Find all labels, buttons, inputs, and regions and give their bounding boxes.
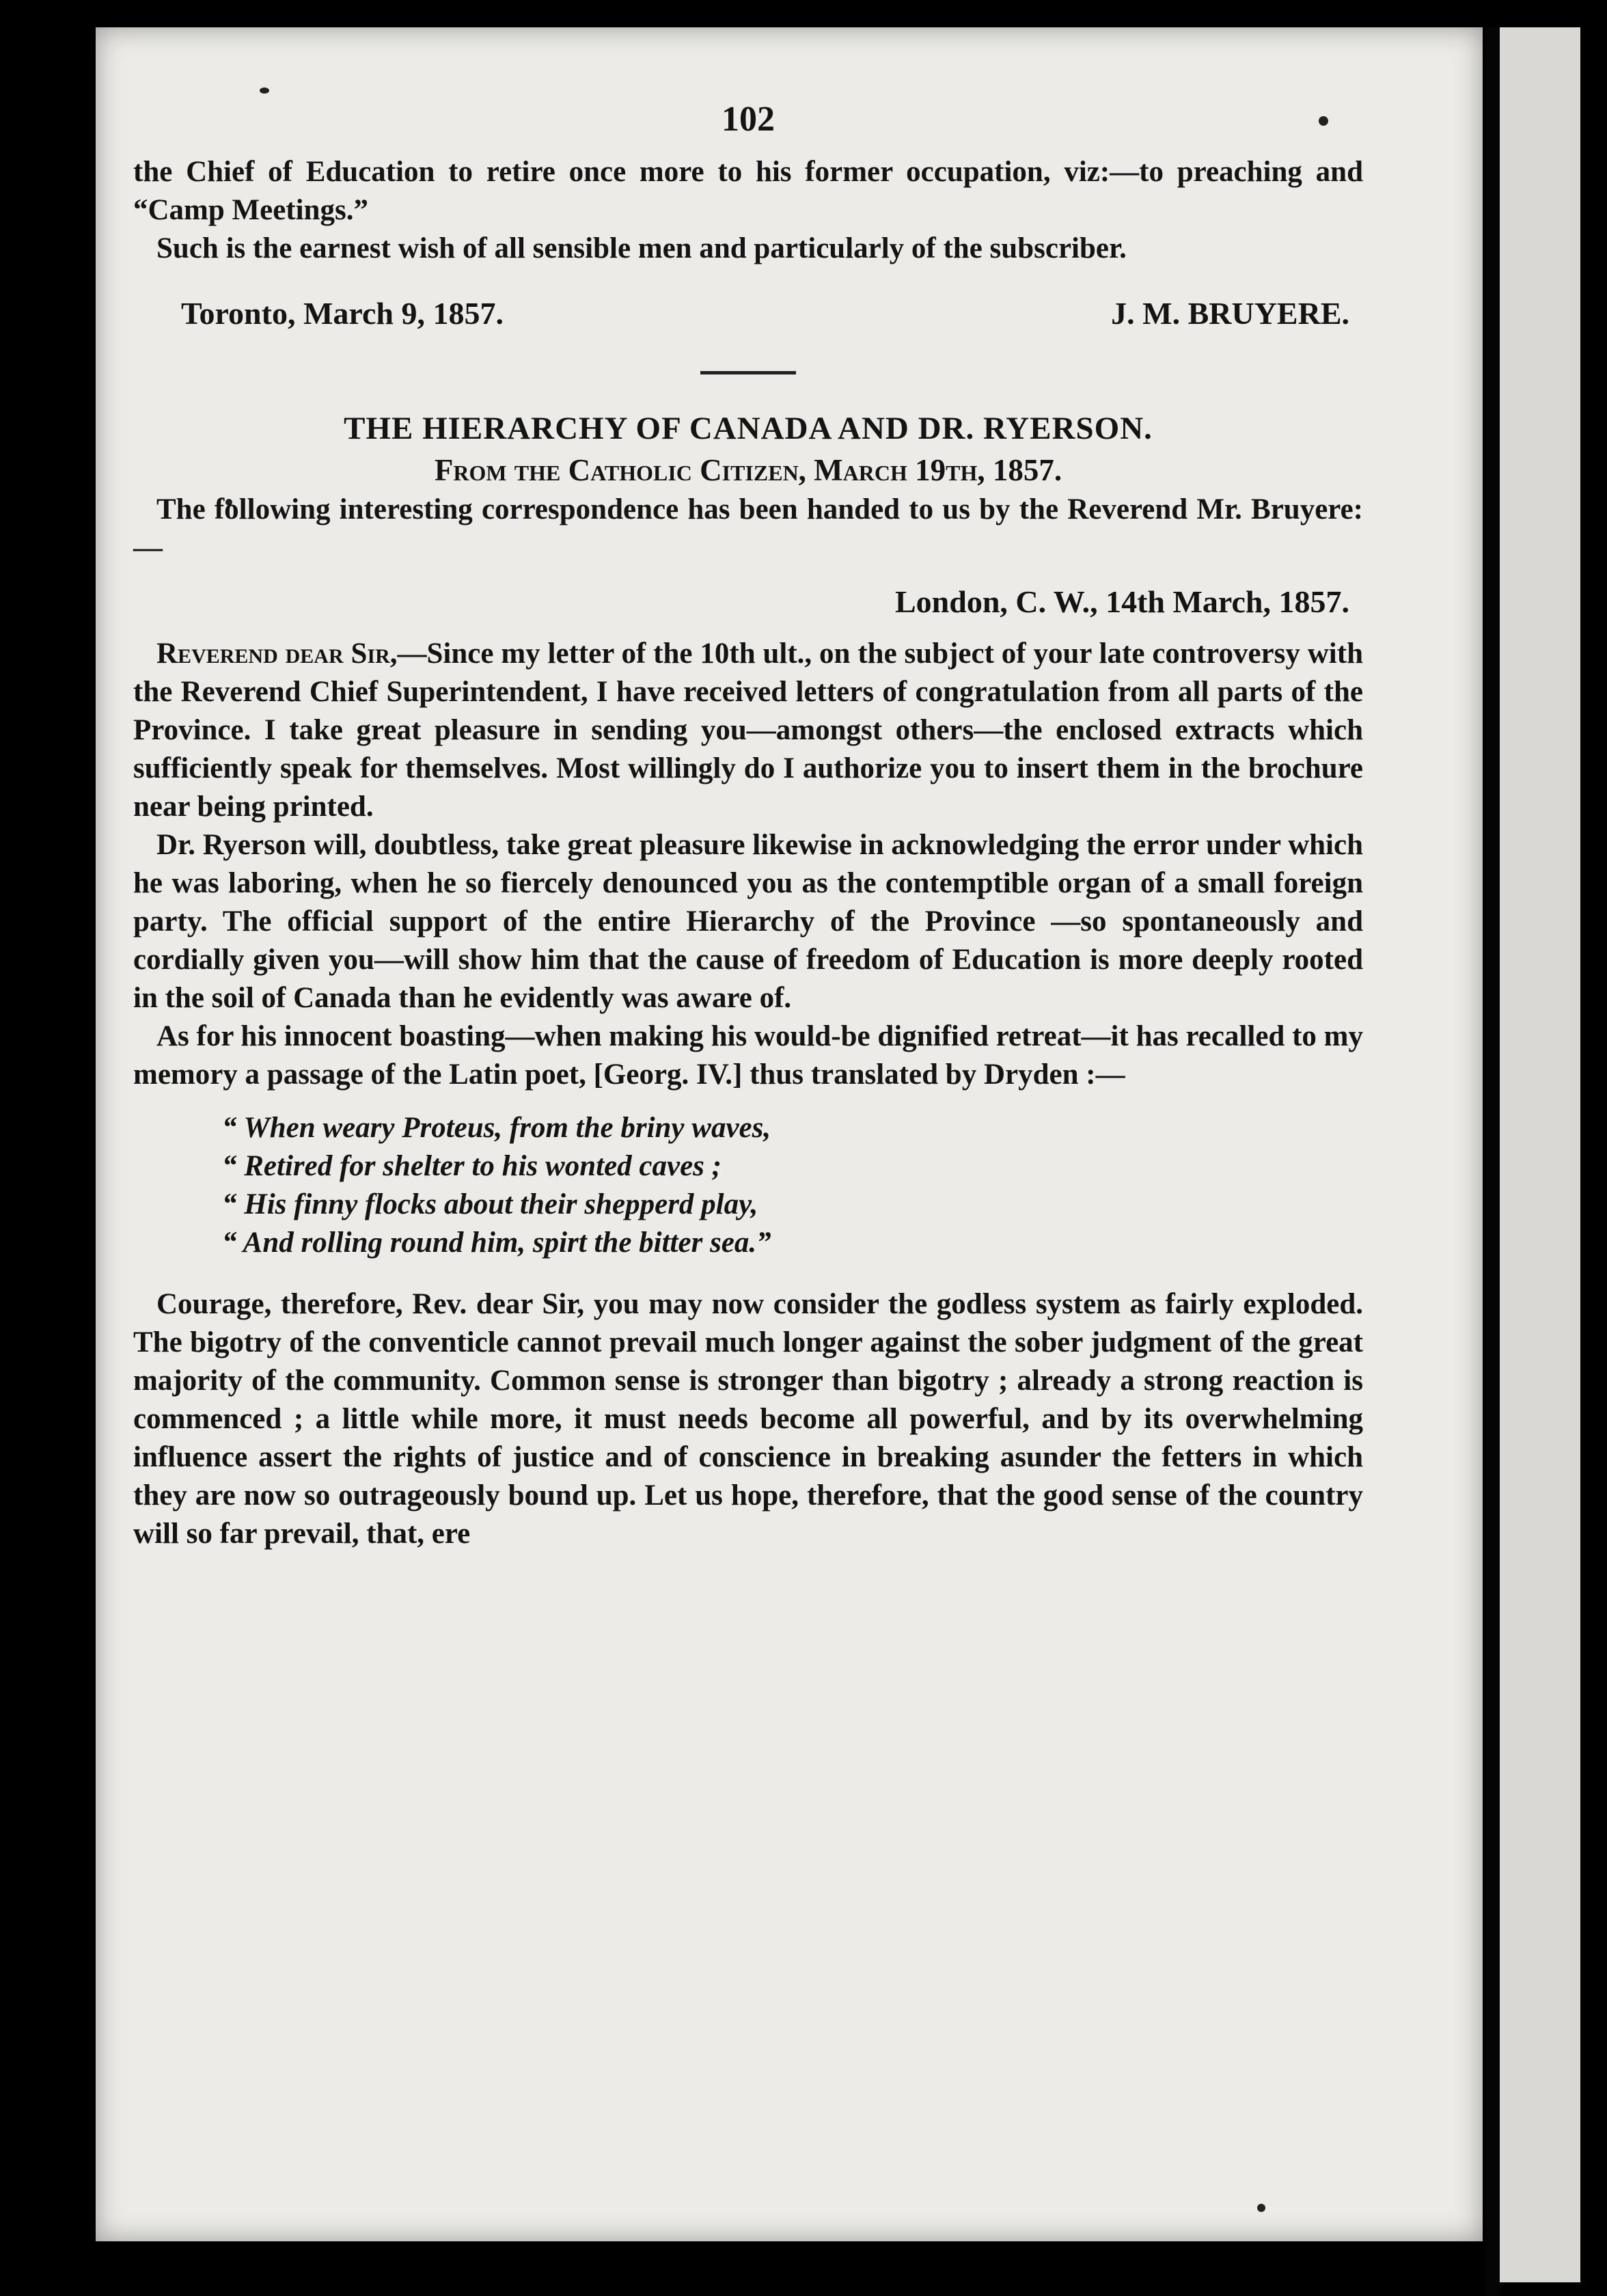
letter-place-date: London, C. W., 14th March, 1857. [894, 584, 1349, 619]
page-content [133, 99, 1363, 1553]
poem-line: “ When weary Proteus, from the briny waves, [222, 1112, 771, 1144]
poem-line: “ His finny flocks about their shepperd play, [222, 1188, 758, 1220]
article-heading: THE HIERARCHY OF CANADA AND DR. RYERSON. [344, 411, 1153, 446]
letter-salutation: Reverend dear Sir, [156, 638, 398, 670]
article-source: From the Catholic Citizen, March 19th, 1857. [434, 453, 1062, 487]
gutter-shadow [1485, 27, 1500, 2296]
section-rule [700, 371, 796, 374]
poem-line: “ And rolling round him, spirt the bitter sea.” [222, 1227, 771, 1259]
intro-paragraph: The following interesting correspondence has been handed to us by the Reverend Mr. Bruyere:— [133, 493, 1363, 564]
letter-paragraph-1 [133, 635, 1363, 826]
page-number: 102 [722, 100, 775, 139]
dateline-row [133, 295, 1363, 331]
signature: J. M. BRUYERE. [1111, 296, 1349, 331]
letter-paragraph-3: As for his innocent boasting—when making his would-be dignified retreat—it has recalled to my memory a passage of the Latin poet, [Georg. IV.] thus translated by Dryden :— [133, 1020, 1363, 1091]
poem-quotation [222, 1109, 1363, 1262]
poem-line: “ Retired for shelter to his wonted caves ; [222, 1150, 722, 1182]
ink-speck [260, 87, 269, 94]
letter-paragraph-1-text: —Since my letter of the 10th ult., on the subject of your late controversy with the Reverend Chief Superintendent, I have received letters of congratulation from all parts of the Province. I take great pleasure in sending you—amongst others—the enclosed extracts which sufficiently speak for themselves. Most willingly do I authorize you to insert them in the brochure near being printed. [133, 638, 1363, 823]
letter-paragraph-2: Dr. Ryerson will, doubtless, take great pleasure likewise in acknowledging the error under which he was laboring, when he so fiercely denounced you as the contemptible organ of a small foreign party. The official support of the entire Hierarchy of the Province —so spontaneously and cordially given you—will show him that the cause of freedom of Education is more deeply rooted in the soil of Canada than he evidently was aware of. [133, 829, 1363, 1014]
ink-speck [1257, 2204, 1265, 2212]
paragraph-continued: the Chief of Education to retire once more to his former occupation, viz:—to preaching and “Camp Meetings.” [133, 156, 1363, 226]
letter-paragraph-4: Courage, therefore, Rev. dear Sir, you may now consider the godless system as fairly exploded. The bigotry of the conventicle cannot prevail much longer against the sober judgment of the great majority of the community. Common sense is stronger than bigotry ; already a strong reaction is commenced ; a little while more, it must needs become all powerful, and by its overwhelming influence assert the rights of justice and of conscience in breaking asunder the fetters in which they are now so outrageously bound up. Let us hope, therefore, that the good sense of the country will so far prevail, that, ere [133, 1288, 1363, 1550]
dateline: Toronto, March 9, 1857. [181, 296, 504, 331]
paragraph-closing: Such is the earnest wish of all sensible men and particularly of the subscriber. [156, 232, 1127, 264]
next-page-edge [1500, 27, 1580, 2282]
